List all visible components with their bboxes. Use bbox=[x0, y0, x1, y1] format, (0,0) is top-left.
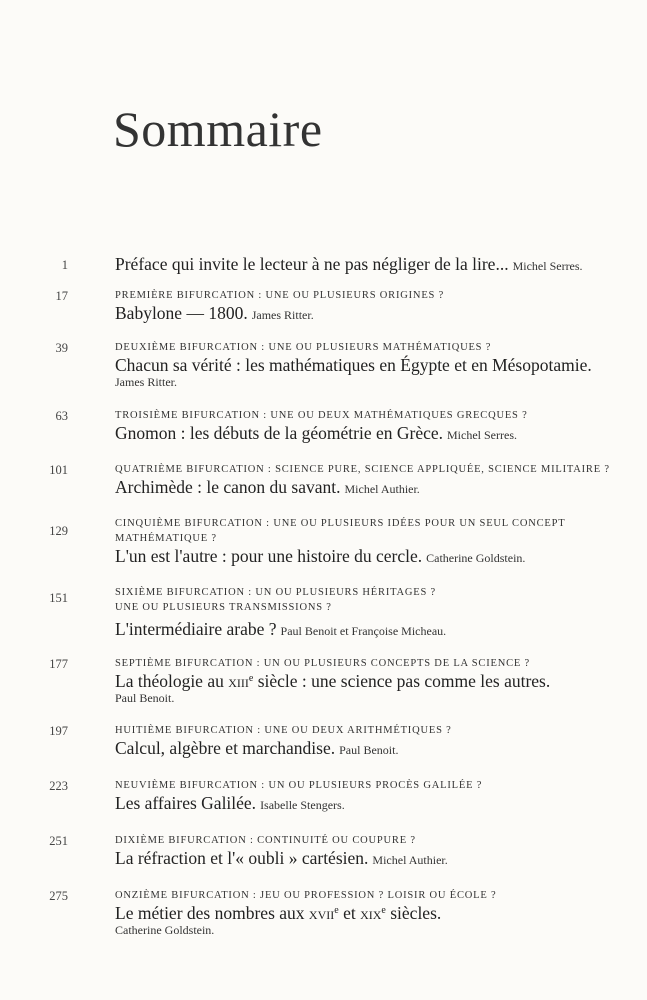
headline-part: Le métier des nombres aux bbox=[115, 903, 305, 923]
entry-headline: La réfraction et l'« oubli » cartésien. bbox=[115, 848, 369, 868]
toc-entry bbox=[0, 516, 647, 567]
entry-author: Paul Benoit. bbox=[115, 691, 175, 705]
toc-entry bbox=[0, 833, 647, 869]
superscript: e bbox=[381, 905, 386, 916]
toc-entry bbox=[0, 656, 647, 705]
entry-headline: Préface qui invite le lecteur à ne pas négliger de la lire... bbox=[115, 254, 509, 274]
entry-headline: Gnomon : les débuts de la géométrie en Grèce. bbox=[115, 423, 444, 443]
page-number: 129 bbox=[49, 524, 68, 538]
entry-author: Michel Authier. bbox=[372, 853, 448, 867]
entry-author: Catherine Goldstein. bbox=[115, 923, 215, 937]
roman-numeral: xix bbox=[360, 903, 382, 923]
page-number: 197 bbox=[49, 724, 68, 738]
page-number: 101 bbox=[49, 463, 68, 477]
toc-entry bbox=[0, 888, 647, 937]
page-number: 275 bbox=[49, 889, 68, 903]
superscript: e bbox=[334, 905, 339, 916]
entry-headline: Les affaires Galilée. bbox=[115, 793, 257, 813]
entry-headline: Chacun sa vérité : les mathématiques en Égypte et en Mésopotamie. bbox=[115, 355, 592, 375]
entry-headline bbox=[115, 903, 615, 924]
entry-headline: L'un est l'autre : pour une histoire du cercle. bbox=[115, 546, 423, 566]
entry-kicker: ONZIÈME BIFURCATION : JEU OU PROFESSION ? LOISIR OU ÉCOLE ? bbox=[115, 890, 497, 901]
roman-numeral: xiii bbox=[228, 671, 249, 691]
entry-kicker: NEUVIÈME BIFURCATION : UN OU PLUSIEURS PROCÈS GALILÉE ? bbox=[115, 780, 483, 791]
entry-author: Michel Serres. bbox=[512, 259, 583, 273]
toc-entry bbox=[0, 723, 647, 759]
entry-headline: Calcul, algèbre et marchandise. bbox=[115, 738, 336, 758]
entry-author: Catherine Goldstein. bbox=[426, 551, 526, 565]
toc-entry bbox=[0, 585, 647, 640]
entry-author: Isabelle Stengers. bbox=[260, 798, 345, 812]
toc-entry bbox=[0, 254, 647, 275]
page-title: Sommaire bbox=[113, 101, 323, 157]
entry-kicker: DIXIÈME BIFURCATION : CONTINUITÉ OU COUPURE ? bbox=[115, 835, 416, 846]
page-number: 39 bbox=[55, 341, 68, 355]
page-number: 177 bbox=[49, 657, 68, 671]
entry-headline: Archimède : le canon du savant. bbox=[115, 477, 341, 497]
entry-kicker: DEUXIÈME BIFURCATION : UNE OU PLUSIEURS MATHÉMATIQUES ? bbox=[115, 342, 492, 353]
page-number: 151 bbox=[49, 591, 68, 605]
roman-numeral: xvii bbox=[308, 903, 335, 923]
entry-author: Paul Benoit et Françoise Micheau. bbox=[280, 624, 447, 638]
toc-entry bbox=[0, 408, 647, 444]
entry-kicker: CINQUIÈME BIFURCATION : UNE OU PLUSIEURS IDÉES POUR UN SEUL CONCEPT MATHÉMATIQUE ? bbox=[115, 518, 566, 544]
entry-author: Paul Benoit. bbox=[339, 743, 399, 757]
entry-kicker: TROISIÈME BIFURCATION : UNE OU DEUX MATHÉMATIQUES GRECQUES ? bbox=[115, 410, 528, 421]
page-number: 1 bbox=[61, 258, 68, 272]
toc-entry bbox=[0, 340, 647, 389]
page-number: 17 bbox=[55, 289, 68, 303]
entry-author: James Ritter. bbox=[115, 375, 177, 389]
entry-headline: Babylone — 1800. bbox=[115, 303, 248, 323]
headline-part: La théologie au bbox=[115, 671, 224, 691]
headline-part: et bbox=[343, 903, 356, 923]
toc-entry bbox=[0, 778, 647, 814]
entry-kicker: PREMIÈRE BIFURCATION : UNE OU PLUSIEURS ORIGINES ? bbox=[115, 290, 445, 301]
entry-kicker: HUITIÈME BIFURCATION : UNE OU DEUX ARITHMÉTIQUES ? bbox=[115, 725, 452, 736]
entry-kicker: SIXIÈME BIFURCATION : UN OU PLUSIEURS HÉRITAGES ? UNE OU PLUSIEURS TRANSMISSIONS ? bbox=[115, 587, 436, 613]
entry-headline: L'intermédiaire arabe ? bbox=[115, 619, 277, 639]
page-number: 251 bbox=[49, 834, 68, 848]
entry-kicker: SEPTIÈME BIFURCATION : UN OU PLUSIEURS CONCEPTS DE LA SCIENCE ? bbox=[115, 658, 531, 669]
entry-headline bbox=[115, 671, 615, 692]
entry-kicker: QUATRIÈME BIFURCATION : SCIENCE PURE, SCIENCE APPLIQUÉE, SCIENCE MILITAIRE ? bbox=[115, 464, 610, 475]
entry-author: James Ritter. bbox=[251, 308, 314, 322]
entry-author: Michel Authier. bbox=[344, 482, 420, 496]
toc-entry bbox=[0, 462, 647, 498]
page-number: 223 bbox=[49, 779, 68, 793]
toc-entry bbox=[0, 288, 647, 324]
entry-author: Michel Serres. bbox=[447, 428, 517, 442]
page-number: 63 bbox=[55, 409, 68, 423]
superscript: e bbox=[248, 673, 254, 684]
headline-part: siècles. bbox=[390, 903, 442, 923]
headline-part: siècle : une science pas comme les autres. bbox=[257, 671, 551, 691]
